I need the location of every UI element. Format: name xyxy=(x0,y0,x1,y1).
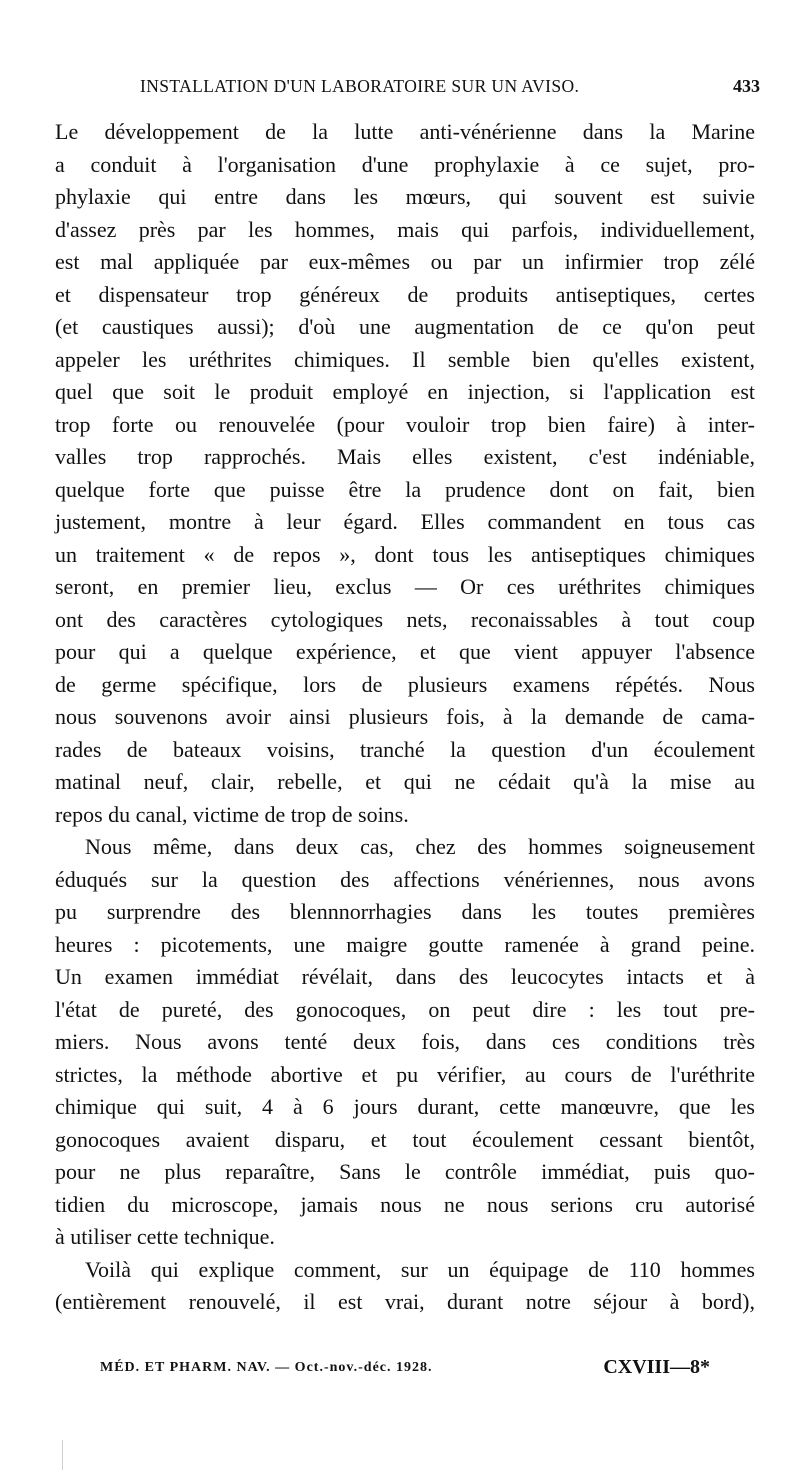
text-line: et dispensateur trop généreux de produits antiseptiques, certes xyxy=(55,281,755,307)
text-line: justement, montre à leur égard. Elles commandent en tous cas xyxy=(55,509,755,534)
text-line: quelque forte que puisse être la prudence dont on fait, bien xyxy=(55,476,755,502)
text-line: rades de bateaux voisins, tranché la question d'un écoulement xyxy=(55,736,755,762)
text-line: Voilà qui explique comment, sur un équipage de 110 hommes xyxy=(85,1256,755,1282)
text-line: repos du canal, victime de trop de soins. xyxy=(55,801,409,827)
text-line: nous souvenons avoir ainsi plusieurs fois, à la demande de cama- xyxy=(55,704,755,729)
text-line: à utiliser cette technique. xyxy=(55,1224,275,1249)
running-title: INSTALLATION D'UN LABORATOIRE SUR UN AVISO. xyxy=(140,76,580,96)
text-line: pu surprendre des blennnorrhagies dans les toutes premières xyxy=(55,899,755,924)
text-line: matinal neuf, clair, rebelle, et qui ne cédait qu'à la mise au xyxy=(55,769,755,794)
sheet-signature: CXVIII—8* xyxy=(603,1356,710,1378)
text-line: chimique qui suit, 4 à 6 jours durant, cette manœuvre, que les xyxy=(55,1094,755,1119)
page-header xyxy=(140,76,760,106)
text-line: Nous même, dans deux cas, chez des hommes soigneusement xyxy=(85,834,755,859)
text-line: heures : picotements, une maigre goutte ramenée à grand peine. xyxy=(55,931,755,957)
text-line: a conduit à l'organisation d'une prophylaxie à ce sujet, pro- xyxy=(55,151,755,177)
text-line: (entièrement renouvelé, il est vrai, durant notre séjour à bord), xyxy=(55,1289,755,1314)
text-line: appeler les uréthrites chimiques. Il semble bien qu'elles existent, xyxy=(55,346,755,372)
text-line: miers. Nous avons tenté deux fois, dans ces conditions très xyxy=(55,1029,755,1054)
page-footer xyxy=(100,1356,710,1390)
text-line: trop forte ou renouvelée (pour vouloir trop bien faire) à inter- xyxy=(55,411,755,437)
text-line: l'état de pureté, des gonocoques, on peut dire : les tout pre- xyxy=(55,996,755,1022)
text-line: phylaxie qui entre dans les mœurs, qui souvent est suivie xyxy=(55,184,755,209)
text-line: ont des caractères cytologiques nets, reconaissables à tout coup xyxy=(55,606,755,632)
text-line: pour qui a quelque expérience, et que vient appuyer l'absence xyxy=(55,639,755,664)
text-line: Un examen immédiat révélait, dans des leucocytes intacts et à xyxy=(55,964,755,989)
text-line: de germe spécifique, lors de plusieurs examens répétés. Nous xyxy=(55,671,755,697)
text-line: (et caustiques aussi); d'où une augmentation de ce qu'on peut xyxy=(55,314,755,339)
text-line: gonocoques avaient disparu, et tout écoulement cessant bientôt, xyxy=(55,1126,755,1152)
text-line: tidien du microscope, jamais nous ne nous serions cru autorisé xyxy=(55,1191,755,1217)
text-line: éduqués sur la question des affections vénériennes, nous avons xyxy=(55,866,755,892)
text-line: pour ne plus reparaître, Sans le contrôle immédiat, puis quo- xyxy=(55,1159,755,1184)
text-line: d'assez près par les hommes, mais qui parfois, individuellement, xyxy=(55,216,755,242)
page-number: 433 xyxy=(733,76,760,96)
text-line: est mal appliquée par eux-mêmes ou par un infirmier trop zélé xyxy=(55,249,755,274)
text-line: strictes, la méthode abortive et pu vérifier, au cours de l'uréthrite xyxy=(55,1061,755,1087)
body-text xyxy=(55,116,755,1319)
text-line: seront, en premier lieu, exclus — Or ces uréthrites chimiques xyxy=(55,574,755,599)
text-line: valles trop rapprochés. Mais elles existent, c'est indéniable, xyxy=(55,444,755,469)
text-line: quel que soit le produit employé en injection, si l'application est xyxy=(55,379,755,404)
text-line: Le développement de la lutte anti-vénérienne dans la Marine xyxy=(55,119,755,144)
margin-mark xyxy=(62,1440,63,1470)
text-line: un traitement « de repos », dont tous les antiseptiques chimiques xyxy=(55,541,755,567)
journal-reference: MÉD. ET PHARM. NAV. — Oct.-nov.-déc. 1928. xyxy=(100,1360,433,1375)
